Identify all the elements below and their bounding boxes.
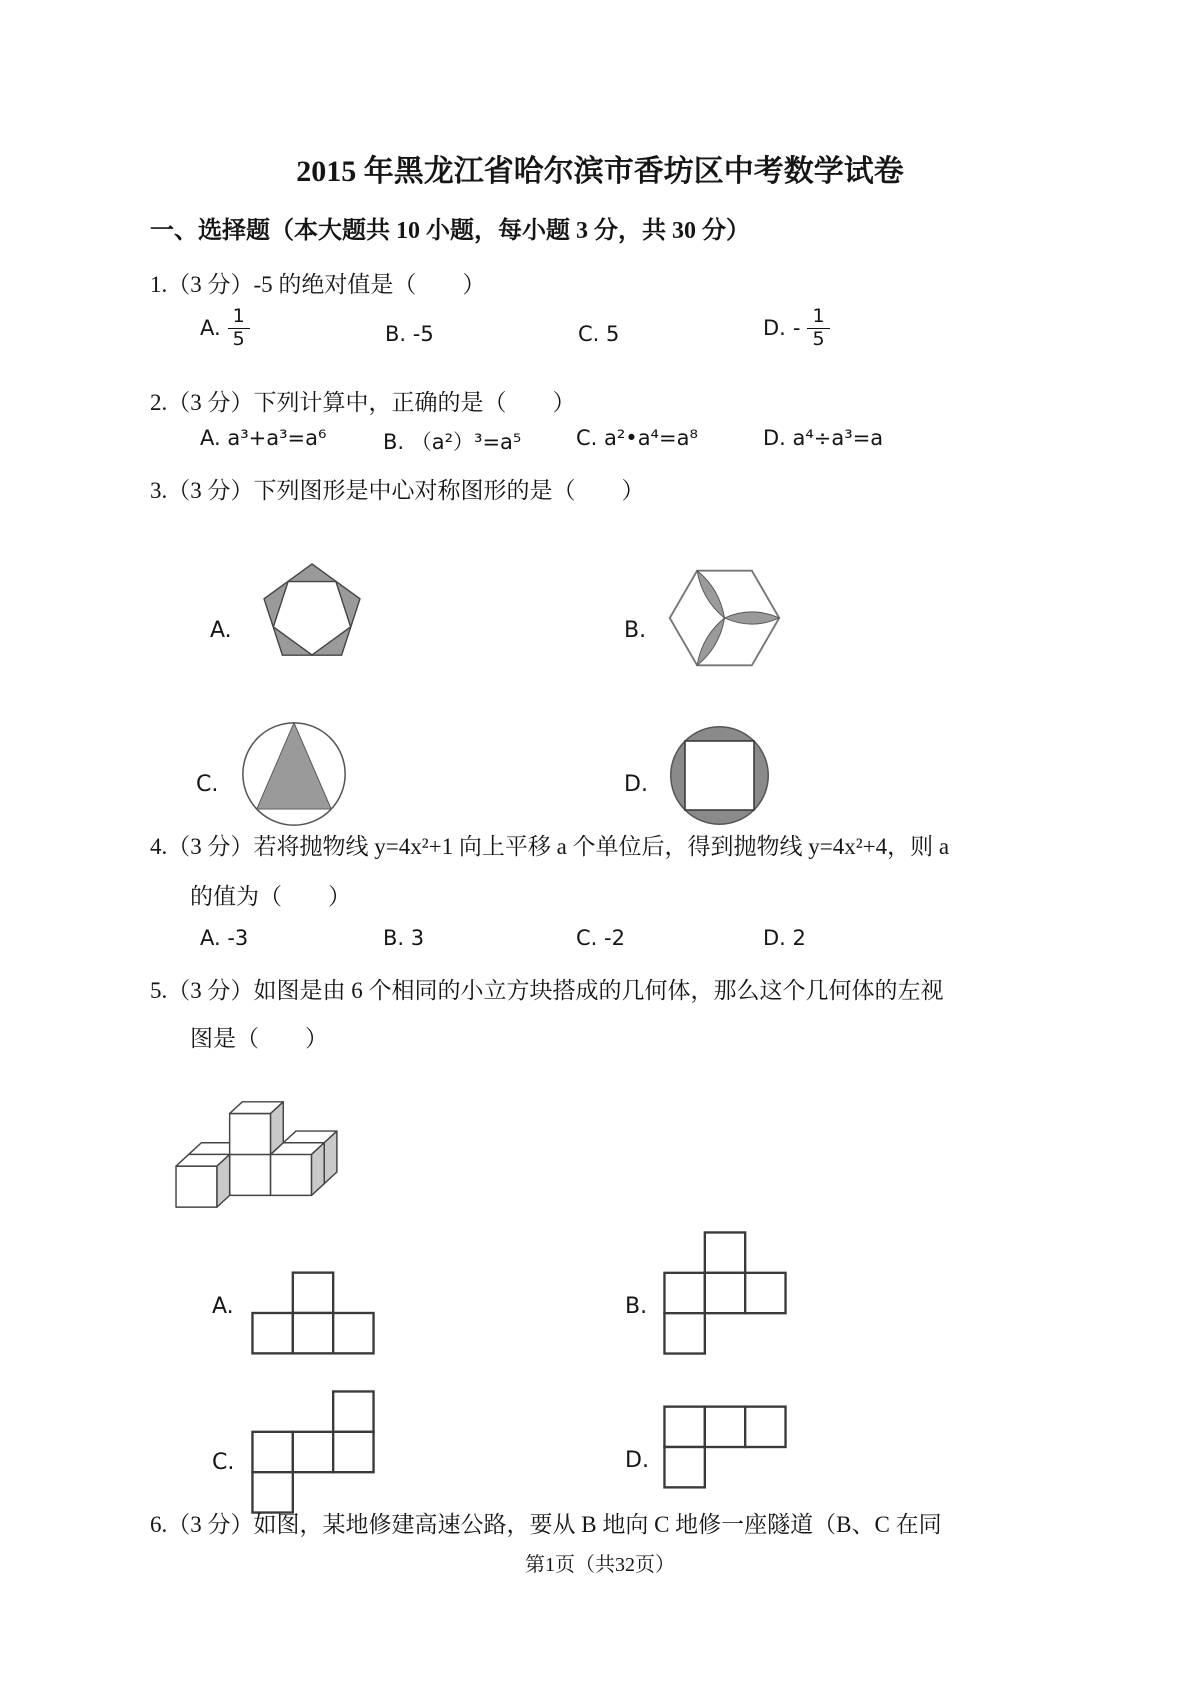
q4-option-d: D. 2 <box>763 926 806 950</box>
q6-text: 6.（3 分）如图，某地修建高速公路，要从 B 地向 C 地修一座隧道（B、C 在同 <box>150 1512 942 1537</box>
q3-label-a: A. <box>210 618 232 643</box>
q1-option-d <box>763 306 830 351</box>
q1-option-d-label: D. <box>763 316 786 341</box>
q5-view-d <box>662 1368 788 1526</box>
q4-text-line2: 的值为（ ） <box>190 884 351 909</box>
view-cell <box>705 1407 745 1447</box>
view-cell <box>333 1313 373 1353</box>
cube-top <box>230 1102 284 1155</box>
q3-text: 3.（3 分）下列图形是中心对称图形的是（ ） <box>150 478 645 503</box>
q1-option-a-fraction <box>228 306 250 351</box>
q2-text: 2.（3 分）下列计算中，正确的是（ ） <box>150 390 576 415</box>
view-cell <box>664 1407 704 1447</box>
q3-label-b: B. <box>624 618 647 643</box>
q5-label-b: B. <box>625 1294 648 1319</box>
q5-text-line2: 图是（ ） <box>190 1026 328 1051</box>
view-cell <box>664 1447 704 1487</box>
circle-square-figure <box>667 723 772 828</box>
fraction-numerator: 1 <box>228 306 250 329</box>
fraction-denominator: 5 <box>232 327 245 350</box>
q3-label-c: C. <box>196 772 219 797</box>
square-grid-figure <box>662 1404 788 1490</box>
view-cell <box>333 1432 373 1472</box>
view-cell <box>745 1407 785 1447</box>
q5-text-line1: 5.（3 分）如图是由 6 个相同的小立方块搭成的几何体，那么这个几何体的左视 <box>150 978 944 1003</box>
pentagon-figure <box>256 560 368 665</box>
cube-mid-right <box>271 1143 325 1196</box>
q4-option-b: B. 3 <box>383 926 425 950</box>
q3-figure-a <box>256 524 368 701</box>
square-grid-figure <box>250 1389 376 1515</box>
q1-option-b: B. -5 <box>385 322 434 346</box>
view-cell <box>705 1232 745 1272</box>
view-cell <box>664 1273 704 1313</box>
inscribed-square <box>685 741 754 810</box>
q1-option-d-fraction <box>807 306 829 351</box>
view-cell <box>293 1313 333 1353</box>
fraction-denominator: 5 <box>812 327 825 350</box>
q5-label-a: A. <box>212 1294 234 1319</box>
q5-cube-figure <box>170 1058 340 1247</box>
square-grid-figure <box>250 1270 376 1356</box>
view-cell <box>252 1313 292 1353</box>
q1-option-d-minus: - <box>792 316 801 341</box>
view-cell <box>664 1313 704 1353</box>
q5-label-d: D. <box>625 1448 649 1473</box>
circle-triangle-figure <box>240 720 348 828</box>
q5-label-c: C. <box>212 1450 235 1475</box>
q3-label-d: D. <box>624 772 648 797</box>
fraction-numerator: 1 <box>807 306 829 329</box>
q5-view-b <box>662 1194 788 1392</box>
q1-option-a-label: A. <box>200 316 221 341</box>
page-footer: 第1页（共32页） <box>525 1554 675 1576</box>
q2-option-a: A. a³+a³=a⁶ <box>200 426 327 450</box>
page-title: 2015 年黑龙江省哈尔滨市香坊区中考数学试卷 <box>296 155 904 188</box>
hexagon-figure <box>666 568 783 668</box>
view-cell <box>293 1273 333 1313</box>
q1-option-a <box>200 306 250 351</box>
view-cell <box>293 1432 333 1472</box>
q2-option-b: B. （a²）³=a⁵ <box>383 430 522 454</box>
q4-option-a: A. -3 <box>200 926 249 950</box>
q2-option-c: C. a²•a⁴=a⁸ <box>576 426 698 450</box>
view-cell <box>745 1273 785 1313</box>
cube-front-left <box>176 1154 230 1207</box>
q2-option-d: D. a⁴÷a³=a <box>763 426 884 450</box>
q4-text-line1: 4.（3 分）若将抛物线 y=4x²+1 向上平移 a 个单位后，得到抛物线 y=4x²+4，则 a <box>150 834 950 859</box>
square-grid-figure <box>662 1230 788 1356</box>
q1-option-c: C. 5 <box>578 322 620 346</box>
q1-text: 1.（3 分）-5 的绝对值是（ ） <box>150 272 486 297</box>
isometric-cubes <box>170 1094 340 1211</box>
section-heading: 一、选择题（本大题共 10 小题，每小题 3 分，共 30 分） <box>150 218 750 244</box>
q3-figure-b <box>666 532 783 704</box>
view-cell <box>333 1391 373 1431</box>
view-cell <box>252 1432 292 1472</box>
view-cell <box>705 1273 745 1313</box>
q4-option-c: C. -2 <box>576 926 625 950</box>
